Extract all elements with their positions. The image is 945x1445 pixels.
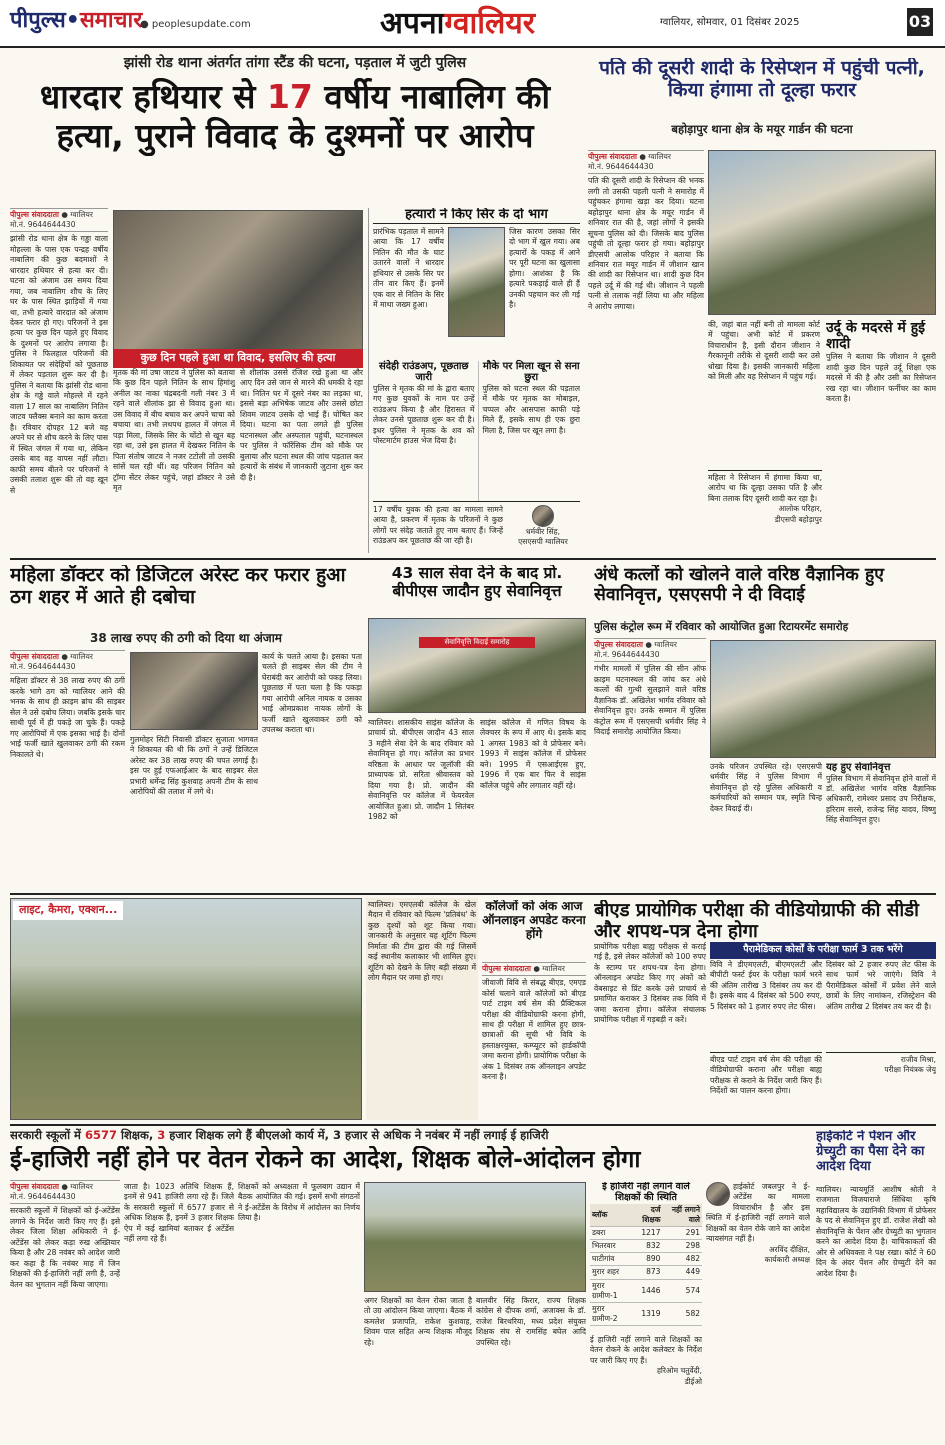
madrasa-title: उर्दू के मदरसे में हुई शादी	[826, 320, 926, 353]
quote-title: एसएसपी ग्वालियर	[518, 537, 568, 547]
sidebar-col1: प्रारंभिक पड़ताल में सामने आया कि 17 वर्षीय नितिन की मौत के घाट उतारने वालों ने धारदार हथियार से उसके सिर पर तीन वार किए हैं। इनमें एक वार से नितिन के सिर में माथा जख्म हुआ।	[373, 226, 444, 310]
wedding-headline: पति की दूसरी शादी के रिसेप्शन में पहुंची पत्नी, किया हंगामा तो दूल्हा फरार	[599, 58, 925, 101]
kicker-post: हजार शिक्षक लगे हैं बीएलओ कार्य में, 3 हजार से अधिक ने नवंबर में नहीं लगाई ई हाजिरी	[165, 1128, 549, 1142]
quote-sig	[507, 505, 579, 547]
fraud-body3: कार्य के चलते आया है। इसका पता चलते ही साइबर सेल की टीम ने घेराबंदी कर आरोपी को पकड़ लिया। पूछताछ में पता चला है कि पकड़ा गया आरोपी अनिल नायक व उसका भाई ओमप्रकाश नायक लोगों के फर्जी खाते खुलवाकर ठगी को उपलब्ध कराता था।	[262, 652, 362, 735]
table-row	[590, 1302, 702, 1325]
divider	[10, 1124, 936, 1126]
divider	[10, 893, 936, 895]
fraud-headline: महिला डॉक्टर को डिजिटल अरेस्ट कर फरार हुआ ठग शहर में आते ही दबोचा	[10, 565, 346, 608]
table-header: नहीं लगाने वाले	[662, 1204, 702, 1227]
prof-headline: 43 साल सेवा देने के बाद प्रो. बीपीएस जादौन हुए सेवानिवृत्त	[391, 565, 563, 600]
table-cell: 873	[631, 1266, 663, 1279]
newspaper-logo: पीपुल्स•समाचार	[10, 8, 143, 33]
table-cell: 298	[662, 1240, 702, 1253]
byline-name: पीपुल्स संवाददाता	[10, 652, 59, 661]
sig-title: परीक्षा नियंत्रक जेयू	[884, 1065, 936, 1075]
scientist-headline: अंधे कत्लों को खोलने वाले वरिष्ठ वैज्ञानिक हुए सेवानिवृत्त, एसएसपी ने दी विदाई	[594, 565, 884, 606]
table-cell: घाटीगांव	[590, 1253, 631, 1266]
attendance-table-box	[590, 1182, 702, 1332]
ssp-avatar	[532, 505, 554, 527]
cd-note: बीएड पार्ट टाइम वर्ष सेम की परीक्षा की वीडियोग्राफी कराना और परीक्षा बाह्य परीक्षक से कराने के निर्देश जारी किए हैं। निर्देशों का पालन करना होगा।	[710, 1052, 822, 1120]
teachers-body3: शिक्षकों को अध्यक्षता में फूलबाग उद्यान में बैठक आयोजित की गई। इसमें सभी संगठनों ने ई-अटेंडेंस के विरोध में आंदोलन का निर्णय लिया है।	[238, 1182, 360, 1223]
wedding-byline: पीपुल्स संवाददाता ● ग्वालियर मो.नं. 9644644430	[588, 150, 704, 174]
bed-headline: बीएड प्रायोगिक परीक्षा की वीडियोग्राफी की सीडी और शपथ-पत्र देना होगा	[594, 900, 919, 943]
section-name: ग्वालियर	[444, 6, 536, 41]
byline-city: ग्वालियर	[70, 652, 93, 661]
table-cell: डबरा	[590, 1227, 631, 1240]
prof-body1: ग्वालियर। शासकीय साइंस कॉलेज के प्राचार्य प्रो. बीपीएस जादौन 43 साल 3 महीने सेवा देने के बाद रविवार को सेवानिवृत्त हो गए। कॉलेज का प्रभार वरिष्ठता के आधार पर जूलॉजी की प्राध्यापक प्रो. सरिता श्रीवास्तव को दिया गया है। प्रो. जादौन की सेवानिवृत्ति पर कॉलेज में फेयरवेल आयोजित हुआ। प्रो. जादौन 1 सितंबर 1982 को	[368, 718, 474, 822]
deo-note-text: ई हाजिरी नहीं लगाने वाले शिक्षकों का वेतन रोकने के आदेश कलेक्टर के निर्देश पर जारी किए गए हैं।	[590, 1335, 702, 1365]
fraud-subhead: 38 लाख रुपए की ठगी को दिया था अंजाम	[90, 631, 282, 645]
lead-kicker: झांसी रोड थाना अंतर्गत तांगा स्टैंड की घटना, पड़ताल में जुटी पुलिस	[123, 55, 467, 71]
byline-mobile: मो.नं. 9644644430	[10, 220, 76, 230]
victim-photo	[448, 227, 505, 337]
divider	[10, 558, 936, 560]
film-shoot-photo	[10, 898, 362, 1120]
hc-title: कार्यकारी अध्यक्ष	[764, 1254, 810, 1264]
teachers-body2: जाता है। 1023 अतिथि शिक्षक हैं, इनमें से 941 हाजिरी लगा रहे हैं। जिले के सरकारी स्कूलों में 6577 हजार से अधिक शिक्षक हैं, इनमें 3 हजार शिक्षक ऐप में कई खामियां बताकर ई अटेंडेंस नहीं लगा रहे हैं।	[124, 1182, 234, 1244]
teachers-kicker	[10, 1128, 800, 1144]
kicker-pre: सरकारी स्कूलों में	[10, 1128, 85, 1142]
wedding-body: पति की दूसरी शादी के रिसेप्शन की भनक लगी तो उसकी पहली पत्नी ने समारोह में पहुंचकर हंगामा खड़ा कर दिया। घटना बहोड़ापुर थाना क्षेत्र के मयूर गार्डन में शनिवार रात की है, जहां लोगों ने इसकी सूचना पुलिस को दी। जिसके बाद पुलिस पहुंची तो दूल्हा फरार हो गया। बहोड़ापुर डीएसपी आलोक परिहार ने बताया कि शनिवार रात मयूर गार्डन में जीशान खान की शादी का रिसेप्शन था। शादी कुछ दिन पहले उर्दू में की गई थी। जीशान ने पहली पत्नी से तलाक नहीं लिया था और महिला ने आरोप लगाया।	[588, 176, 704, 311]
sidebar-title: हत्यारों ने किए सिर के दो भाग	[373, 208, 580, 224]
sub1-title: संदेही राउंडअप, पूछताछ जारी	[378, 360, 469, 384]
logo-accent: समाचार	[79, 8, 143, 33]
ssp-quote	[373, 501, 580, 547]
scientist-body2: उनके परिजन उपस्थित रहे। एसएसपी धर्मवीर सिंह ने पुलिस विभाग में सेवानिवृत्त हो रहे पुलिस अधिकारी व कर्मचारियों को सम्मान पत्र, स्मृति चिन्ह देकर विदाई दी।	[710, 762, 822, 813]
sig-name: राजीव मिश्रा,	[900, 1055, 936, 1064]
byline-name: पीपुल्स संवाददाता	[10, 1182, 59, 1191]
hc-note	[706, 1182, 810, 1440]
prof-banner: सेवानिवृत्ति विदाई समारोह	[419, 637, 535, 648]
film-caption: ग्वालियर। एमएलबी कॉलेज के खेल मैदान में रविवार को फिल्म 'प्रतिबंध' के कुछ दृश्यों को शूट किया गया। जानकारी के अनुसार यह शूटिंग फिल्म निर्माता की टीम द्वारा की गई जिसमें कई स्थानीय कलाकार भी शामिल हुए। शूटिंग को देखने के लिए बड़ी संख्या में लोग मैदान पर जमा हो गए।	[366, 898, 478, 1120]
masthead	[0, 0, 945, 48]
retired-list-body: पुलिस विभाग में सेवानिवृत्त होने वालों में डॉ. अखिलेश भार्गव वरिष्ठ वैज्ञानिक अधिकारी, रामेश्वर प्रसाद उप निरीक्षक, हरिराम सरसे, राजेन्द्र सिंह यादव, विष्णु सिंह सेवानिवृत्त हुए।	[826, 773, 936, 825]
kicker-number-1: 6577	[84, 1128, 117, 1142]
scientist-body: गंभीर मामलों में पुलिस की सीन ऑफ क्राइम घटनास्थल की जांच कर अंधे कत्लों की गुत्थी सुलझाने वाले वरिष्ठ वैज्ञानिक डॉ. अखिलेश भार्गव रविवार को सेवानिवृत्त हुए। उनके सम्मान में पुलिस कंट्रोल रूम में एसएसपी धर्मवीर सिंह ने विदाई समारोह आयोजित किया।	[594, 664, 706, 737]
logo-main: पीपुल्स	[10, 8, 66, 33]
table-cell: 1217	[631, 1227, 663, 1240]
table-row	[590, 1279, 702, 1302]
quote-text: 17 वर्षीय युवक की हत्या का मामला सामने आया है, प्रकरण में मृतक के परिजनों ने कुछ लोगों पर संदेह जताते हुए नाम बताए हैं। जिन्हें राउंडअप कर पूछताछ की जा रही है।	[373, 504, 503, 546]
prof-body2: साइंस कॉलेज में गणित विषय के लेक्चरर के रूप में आए थे। इसके बाद 1 अगस्त 1983 को वे प्रोफेसर बने। 1993 में साइंस कॉलेज में प्रोफेसर बने। 1995 में एसआईएस हुए, 1996 में एक बार फिर वे साइंस कॉलेज पहुंचे और लगातार वहीं रहे।	[480, 718, 586, 790]
byline-name: पीपुल्स संवाददाता	[594, 640, 643, 649]
byline-city: ग्वालियर	[70, 1182, 93, 1191]
registrar-signature	[826, 1052, 936, 1120]
lead-column-1	[10, 208, 108, 553]
lead-byline: पीपुल्स संवाददाता ● ग्वालियर मो.नं. 9644644430	[10, 208, 108, 232]
pension-body: ग्वालियर। न्यायमूर्ति आशीष श्रोती ने राजमाता विजयाराजे सिंधिया कृषि महाविद्यालय के उद्यानिकी विभाग में प्रोफेसर के पद से सेवानिवृत्त हुए डॉ. राजेश लेखी को सेवानिवृत्ति के पेंशन और ग्रेच्युटी का भुगतान करने का आदेश दिया है। याचिकाकर्ता की ओर से अधिवक्ता ने पक्ष रखा। कोर्ट ने 60 दिन के अंदर पेंशन और ग्रेच्युटी देने का आदेश दिया है।	[816, 1185, 936, 1278]
pension-headline: हाईकोर्ट ने पेंशन और ग्रेच्युटी का पैसा देने का आदेश दिया	[816, 1130, 925, 1174]
sub2-title: मौके पर मिला खून से सना छुरा	[482, 360, 580, 384]
hc-note-text: हाईकोर्ट जबलपुर ने ई-अटेंडेंस का मामला विचाराधीन है और इस स्थिति में ई-हाजिरी नहीं लगाने वाले शिक्षकों का वेतन रोके जाने का आदेश न्यायसंगत नहीं है।	[706, 1182, 810, 1244]
prof-photo	[368, 618, 586, 713]
table-cell: मुरार ग्रामीण-2	[590, 1302, 631, 1325]
lead-body-col2: मृतक की मां उषा जाटव ने पुलिस को बताया कि कुछ दिन पहले नितिन के साथ हिमांशु अनील का नाका चंद्रबदनी गली नंबर 3 में रहने वाले शीलांक झा से विवाद हुआ था। उस विवाद में बीच बचाव कर अपने चाचा को बचाया था। तभी लथपथ हालत में जंगल में पड़ा मिला, जिसके सिर के चोंटो से खून बह रहा था, उसे इस हालत में देखकर नितिन के पिता संतोष जाटव ने नजर टटोली तो उसकी सांसें चल रही थीं। वह परिजन नितिन को ट्रॉमा सेंटर लेकर पहुंचे, जहां डॉक्टर ने उसे मृत	[113, 368, 235, 493]
wedding-subhead: बहोड़ापुर थाना क्षेत्र के मयूर गार्डन की घटना	[671, 122, 853, 136]
deo-name: हरिओम चतुर्वेदी,	[656, 1366, 702, 1376]
teachers-body1: सरकारी स्कूलों में शिक्षकों को ई-अटेंडेंस लगाने के निर्देश जारी किए गए हैं। इसे लेकर जिला शिक्षा अधिकारी ने ई-अटेंडेंस को लेकर कड़ा रुख अख्तियार किया है और 28 नवंबर को आदेश जारी कर कहा है कि नवंबर माह में जिन शिक्षकों की ई-हाजिरी नहीं लगी है, उन्हें वेतन का भुगतान नहीं किया जाएगा।	[10, 1206, 120, 1289]
byline-mobile: मो.नं. 9644644430	[594, 650, 660, 660]
lead-photo-hospital	[113, 210, 363, 350]
teachers-body4: अगर शिक्षकों का वेतन रोका जाता है तो उग्र आंदोलन किया जाएगा। बैठक में कमलेश प्रजापति, राकेश कुशवाह, शिवम पाल सहित अन्य शिक्षक मौजूद रहे।	[364, 1296, 472, 1347]
teachers-headline: ई-हाजिरी नहीं होने पर वेतन रोकने का आदेश, शिक्षक बोले-आंदोलन होगा	[10, 1146, 641, 1173]
fraud-byline: पीपुल्स संवाददाता ● ग्वालियर मो.नं. 9644644430	[10, 650, 125, 674]
dateline: ग्वालियर, सोमवार, 01 दिसंबर 2025	[660, 17, 800, 28]
lead-photo-caption: कुछ दिन पहले हुआ था विवाद, इसलिए की हत्या	[113, 349, 363, 368]
paramedical-box-title: पैरामेडिकल कोर्सों के परीक्षा फार्म 3 तक भरेंगे	[710, 942, 936, 959]
teachers-meeting-photo	[364, 1182, 586, 1292]
table-cell: भितरवार	[590, 1240, 631, 1253]
sub2-body: पुलिस को घटना स्थल की पड़ताल में मौके पर मृतक का मोबाइल, चप्पल और आसपास काफी पड़े मिले हैं, इसके साथ ही एक छुरा मिला है, जिस पर खून लगा है।	[482, 383, 580, 435]
colleges-col	[482, 962, 586, 1120]
table-cell: मुरार शहर	[590, 1266, 631, 1279]
dsp-quote-text: महिला ने रिसेप्शन में हंगामा किया था, आरोप था कि दूल्हा उसका पति है और बिना तलाक दिए दूसरी शादी कर रहा है।	[708, 473, 822, 503]
kicker-mid: शिक्षक,	[116, 1128, 158, 1142]
deo-note	[590, 1335, 702, 1440]
paramedical-body2: दिसंबर को 2 हजार रुपए लेट फीस के साथ फार्म भरे जाएंगे। विवि ने पैरामेडिकल कोर्सों में प्रवेश लेने वाले छात्रों के लिए नामांकन, रजिस्ट्रेशन की अंतिम तारीख 2 दिसंबर तय कर दी है।	[826, 960, 936, 1011]
table-row	[590, 1240, 702, 1253]
byline-mobile: मो.नं. 9644644430	[10, 1192, 76, 1202]
fraud-body2: गुलमोहर सिटी निवासी डॉक्टर सुजाता भागवत ने शिकायत की थी कि ठगों ने उन्हें डिजिटल अरेस्ट कर 38 लाख रुपए की चपत लगाई है। इस पर हुई एफआईआर के बाद साइबर सेल प्रभारी धर्मेन्द्र सिंह कुशवाह अपनी टीम के साथ आरोपियों की तलाश में लगे थे।	[130, 735, 258, 797]
madrasa-box	[826, 320, 936, 555]
lead-sidebar	[368, 208, 580, 553]
dsp-name: आलोक परिहार,	[778, 504, 822, 514]
byline-name: पीपुल्स संवाददाता	[588, 152, 637, 161]
table-row	[590, 1266, 702, 1279]
sub2	[478, 361, 580, 501]
wedding-column	[588, 150, 704, 555]
page-number: 03	[907, 8, 933, 36]
fraud-col1	[10, 650, 125, 890]
teachers-col1	[10, 1180, 120, 1440]
teachers-body5: बालवीर सिंह किरार, राज्य शिक्षक कांग्रेस से दीपक शर्मा, अजाक्स के डॉ. राजेश बिरथरिया, मध्य प्रदेश संयुक्त शिक्षक संघ से रामसिंह बघेल आदि उपस्थित रहे।	[476, 1296, 586, 1347]
retired-list	[826, 762, 936, 890]
scientist-subhead: पुलिस कंट्रोल रूम में रविवार को आयोजित हुआ रिटायरमेंट समारोह	[594, 621, 849, 633]
teachers-byline: पीपुल्स संवाददाता ● ग्वालियर मो.नं. 9644644430	[10, 1180, 120, 1204]
sidebar-top	[373, 227, 580, 357]
table-cell: 482	[662, 1253, 702, 1266]
lead-headline-pre: धारदार हथियार से	[39, 78, 267, 116]
table-cell: 582	[662, 1302, 702, 1325]
retired-list-title: यह हुए सेवानिवृत्त	[826, 762, 891, 773]
fraud-body1: महिला डॉक्टर से 38 लाख रुपए की ठगी करके भागे ठग को ग्वालियर आने की भनक के साथ ही क्राइम ब्रांच की साइबर सेल ने उसे दबोच लिया। जबकि इसके चार साथी पूर्व में ही पकड़े जा चुके हैं। पकड़े गए आरोपियों में एक इसका भाई है। दोनों भाई फर्जी खाते खुलवाकर ठगी की रकम निकालते थे।	[10, 676, 125, 759]
section-prefix: अपना	[380, 6, 445, 41]
scientist-byline: पीपुल्स संवाददाता ● ग्वालियर मो.नं. 9644644430	[594, 638, 706, 662]
colleges-body: जीवाजी विवि से संबद्ध बीएड, एमएड कोर्स चलाने वाले कॉलेजों को बीएड पार्ट टाइम वर्ष सेम की प्रैक्टिकल परीक्षा की वीडियोग्राफी करना होगी, साथ ही परीक्षा में शामिल हुए छात्र-छात्राओं की सूची भी विवि के हस्ताक्षरयुक्त, कम्प्यूटर को हार्डकॉपी जमा कराना होगी। प्रायोगिक परीक्षा के अंक 1 दिसंबर तक ऑनलाइन अपडेट करना है।	[482, 978, 586, 1082]
byline-mobile: मो.नं. 9644644430	[588, 162, 654, 172]
lead-headline-number: 17	[266, 78, 313, 116]
teacher-leader-avatar	[706, 1182, 730, 1206]
byline-name: पीपुल्स संवाददाता	[482, 964, 531, 973]
colleges-headline: कॉलेजों को अंक आज ऑनलाइन अपडेट करना होंगे	[482, 900, 586, 941]
section-title	[380, 4, 535, 45]
hc-name: अरविंद दीक्षित,	[768, 1244, 810, 1254]
scientist-col1	[594, 638, 706, 890]
colleges-byline: पीपुल्स संवाददाता ● ग्वालियर	[482, 962, 586, 976]
byline-city: ग्वालियर	[654, 640, 677, 649]
lead-body-col1: झांसी रोड थाना क्षेत्र के गड्ढा वाला मोहल्ला के पास एक पन्द्रह वर्षीय नाबालिग की कुछ बदमाशों ने धारदार हथियार से हत्या कर दी। घटना को अंजाम उस समय दिया गया, जब नाबालिग शौच के लिए घर के पास स्थित झाड़ियों में गया था, तभी हत्यारे वारदात को अंजाम देकर फरार हो गए। परिजनों ने इस हत्या पर कुछ दिन पहले हुए विवाद के दुश्मनों पर आरोप लगाया है। पुलिस ने फिलहाल परिजनों की शिकायत पर संदेहियों को पूछताछ में लेकर पड़ताल शुरू कर दी है। पुलिस ने बताया कि झांसी रोड थाना क्षेत्र के गड्ढे वाले मोहल्ले में रहने वाला 17 साल का नाबालिग नितिन जाटव फ्लैक्स बनाने का काम करता है। रविवार दोपहर 12 बजे वह अपने घर से शौच करने के लिए पास में स्थित जंगल में गया था, लेकिन उसके बाद वह वापस नहीं लौटा। काफी समय बीतने पर परिजनों ने उसकी तलाश शुरू की तो वह खून से	[10, 234, 108, 495]
table-row	[590, 1227, 702, 1240]
byline-city: ग्वालियर	[70, 210, 93, 219]
quote-name: धर्मवीर सिंह,	[525, 526, 561, 536]
accused-photo	[130, 652, 258, 730]
dsp-title: डीएसपी बहोड़ापुर	[774, 514, 822, 524]
sidebar-col2: जिस कारण उसका सिर दो भाग में खुल गया। अब हत्यारों के पकड़ में आने पर पूरी घटना का खुलासा होगा। आशंका है कि हत्यारे पकड़ाई वाले ही हैं उनकी पहचान कर ली गई है।	[509, 226, 580, 310]
table-cell: मुरार ग्रामीण-1	[590, 1279, 631, 1302]
table-cell: 832	[631, 1240, 663, 1253]
sub1	[373, 361, 474, 501]
table-cell: 449	[662, 1266, 702, 1279]
attendance-table-title: ई हाजिरी नहीं लगाने वाले शिक्षकों की स्थिति	[602, 1182, 690, 1203]
scientist-photo	[710, 640, 936, 758]
lead-headline	[10, 78, 580, 156]
bed-body: प्रायोगिक परीक्षा बाह्य परीक्षक से कराई गई है, इसे लेकर कॉलेजों को 100 रुपए के स्टाम्प पर शपथ-पत्र देना होगा। ऑनलाइन अपडेट किए गए अंकों को वेबसाइट से प्रिंट करके उसे प्राचार्य से प्रमाणित कराकर 3 दिसंबर तक विवि में जमा कराना होगा। कॉलेज संचालक प्रायोगिक परीक्षा में गड़बड़ी न करें।	[594, 942, 706, 1025]
table-cell: 1446	[631, 1279, 663, 1302]
byline-name: पीपुल्स संवाददाता	[10, 210, 59, 219]
table-cell: 890	[631, 1253, 663, 1266]
table-cell: 1319	[631, 1302, 663, 1325]
lead-headline-post: वर्षीय नाबालिग की हत्या, पुराने विवाद के दुश्मनों पर आरोप	[56, 78, 551, 155]
wedding-body2: की, जहां बात नहीं बनी तो मामला कोर्ट में पहुंचा। अभी कोर्ट में प्रकरण विचाराधीन है, इसी दौरान जीशान ने गैरकानूनी तरीके से दूसरी शादी कर उसे धोखा दिया है। इसकी जानकारी महिला को मिली और वह रिसेप्शन में पहुंच गई।	[708, 320, 820, 382]
byline-mobile: मो.नं. 9644644430	[10, 662, 76, 672]
byline-city: ग्वालियर	[542, 964, 565, 973]
table-header: ब्लॉक	[590, 1204, 631, 1227]
sub1-body: पुलिस ने मृतक की मां के द्वारा बताए गए कुछ युवकों के नाम पर उन्हें राउंडअप किया है और हिरासत में लेकर उनसे पूछताछ शुरू कर दी है। इधर पुलिस ने मृतक के शव को पोस्टमार्टम हाउस भेज दिया है।	[373, 383, 475, 446]
paramedical-body: विवि ने डीएमएलटी, बीएमएलटी और बीपीटी फर्स्ट ईयर के परीक्षा फार्म भरने की अंतिम तारीख 3 दिसंबर तय कर दी है। इसके बाद 4 दिसंबर को 500 रुपए, 5 दिसंबर को 1 हजार रुपए लेट फीस।	[710, 960, 822, 1011]
table-header-row	[590, 1204, 702, 1227]
kicker-number-2: 3	[157, 1128, 166, 1142]
lead-body-col3: से शीलांक उससे रंजिश रखे हुआ था और आए दिन उसे जान से मारने की धमकी दे रहा था। नितिन घर में दूसरे नंबर का लड़का था, इससे बड़ा अभिषेक जाटव और उससे छोटा शिवम जाटव उसके दो भाई हैं। घोषित कर दिया। घटना का पता लगते ही पुलिस घटनास्थल और अस्पताल पहुंची, घटनास्थल पर पुलिस ने फॉरेंसिक टीम को मौके पर बुलाया और घटना स्थल की जांच पड़ताल कर हत्यारों के संबंध में जानकारी जुटाना शुरू कर दी है।	[240, 368, 363, 482]
table-header: दर्ज शिक्षक	[631, 1204, 663, 1227]
film-banner: लाइट, कैमरा, एक्शन...	[13, 901, 123, 920]
wedding-photo	[708, 150, 936, 315]
byline-city: ग्वालियर	[648, 152, 671, 161]
attendance-table	[590, 1204, 702, 1326]
deo-title: डीईओ	[684, 1376, 702, 1386]
table-row	[590, 1253, 702, 1266]
website-url[interactable]: ● peoplesupdate.com	[140, 19, 251, 30]
dsp-quote	[708, 470, 822, 555]
madrasa-body: पुलिस ने बताया कि जीशान ने दूसरी शादी कुछ दिन पहले उर्दू शिक्षा एक मदरसे में की है और उसी का रिसेप्शन रख रहा था। जीशान फर्नीचर का काम करता है।	[826, 352, 936, 404]
table-cell: 291	[662, 1227, 702, 1240]
sidebar-subs	[373, 361, 580, 501]
table-cell: 574	[662, 1279, 702, 1302]
